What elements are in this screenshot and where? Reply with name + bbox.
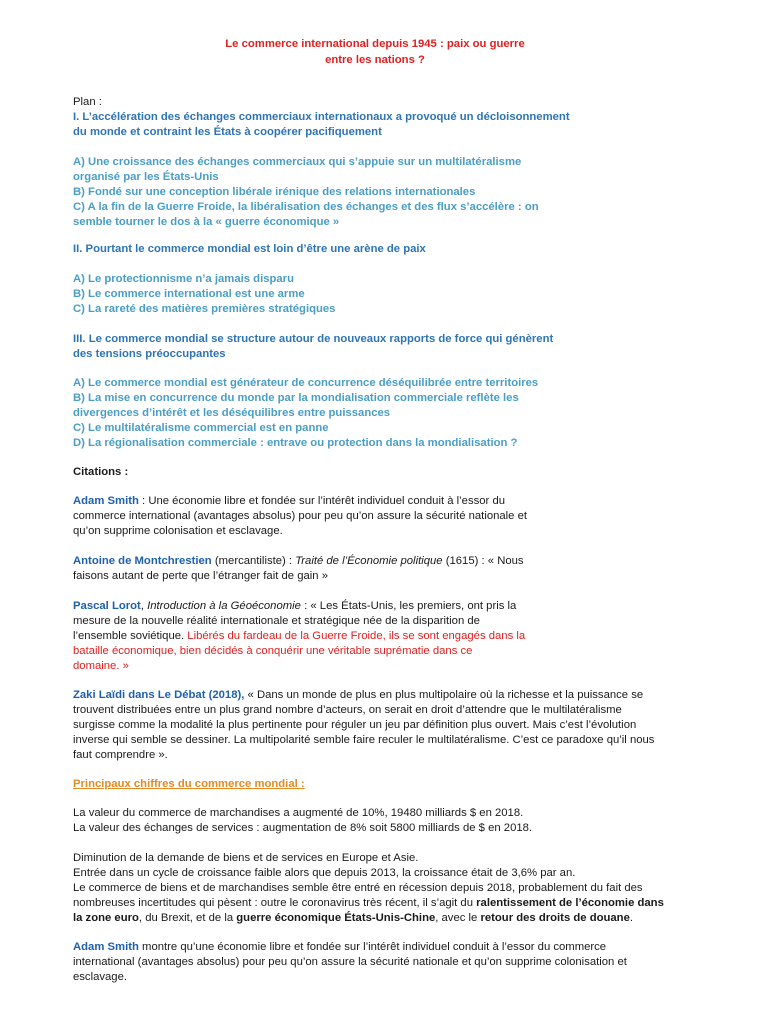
plan-part3-heading-line-1: III. Le commerce mondial se structure autour de nouveaux rapports de force qui génèrent <box>73 333 554 345</box>
citation-lorot-line-4: bataille économique, bien décidés à conquérir une véritable suprématie dans ce <box>73 645 473 657</box>
citation-smith <box>73 494 527 539</box>
citation-laidi-line-3: surgisse comme la modalité la plus pertinente pour réguler un jeu par définition plus ouvert. Mais c’est l’évolution <box>73 719 637 731</box>
plan-part3-d: D) La régionalisation commerciale : entrave ou protection dans la mondialisation ? <box>73 437 518 449</box>
figures-line-7f: . <box>629 912 634 924</box>
citation-laidi-author: Zaki Laïdi dans Le Débat (2018), <box>73 689 245 701</box>
citation-lorot-line-3a: l’ensemble soviétique. <box>73 630 188 642</box>
figures-line-5: Le commerce de biens et de marchandises semble être entré en récession depuis 2018, probablement du fait des <box>73 882 643 894</box>
plan-part2-a: A) Le protectionnisme n’a jamais disparu <box>73 273 294 285</box>
citation-montchrestien-author: Antoine de Montchrestien <box>73 555 212 567</box>
plan-part1-subsections <box>73 155 539 230</box>
figures-trends <box>73 851 664 926</box>
citation-lorot-text-c: : « Les États-Unis, les premiers, ont pris la <box>300 600 517 612</box>
document-title <box>200 36 550 68</box>
figures-line-3: Diminution de la demande de biens et de services en Europe et Asie. <box>73 852 419 864</box>
title-line-2: entre les nations ? <box>325 54 425 66</box>
citation-laidi-line-4: inverse qui semble se dessiner. La multipolarité semble faire reculer le multilatéralisme. C’est ce paradoxe qu’il nous <box>73 734 655 746</box>
citation-smith-line-2: commerce international (avantages absolus) pour peu qu’on assure la sécurité nationale et <box>73 510 528 522</box>
closing-author: Adam Smith <box>73 941 139 953</box>
citation-lorot-work: Introduction à la Géoéconomie <box>147 600 301 612</box>
title-line-1: Le commerce international depuis 1945 : paix ou guerre <box>225 38 525 50</box>
plan-part3-b-line-1: B) La mise en concurrence du monde par la mondialisation commerciale reflète les <box>73 392 519 404</box>
plan-part2-heading: II. Pourtant le commerce mondial est loin d’être une arène de paix <box>73 243 426 255</box>
plan-part3-subsections <box>73 376 538 451</box>
citation-montchrestien-work: Traité de l’Économie politique <box>295 555 443 567</box>
citation-laidi-line-5: faut comprendre ». <box>73 749 168 761</box>
citation-lorot <box>73 599 525 674</box>
citation-montchrestien-text-c: (1615) : « Nous <box>442 555 524 567</box>
plan-label: Plan : <box>73 96 102 108</box>
plan-part1-heading-line-1: I. L’accélération des échanges commerciaux internationaux a provoqué un décloisonnement <box>73 111 570 123</box>
figures-label: Principaux chiffres du commerce mondial : <box>73 778 305 790</box>
citation-lorot-line-5: domaine. » <box>73 660 129 672</box>
citation-montchrestien-line-2: faisons autant de perte que l’étranger fait de gain » <box>73 570 328 582</box>
citation-montchrestien-text-a: (mercantiliste) : <box>211 555 296 567</box>
citation-lorot-line-2: mesure de la nouvelle réalité internationale et stratégique née de la disparition de <box>73 615 480 627</box>
citation-lorot-line-3b: Libérés du fardeau de la Guerre Froide, ils se sont engagés dans la <box>187 630 526 642</box>
citation-laidi <box>73 688 654 763</box>
figures-line-7b: , du Brexit, et de la <box>138 912 237 924</box>
figures-line-1: La valeur du commerce de marchandises a augmenté de 10%, 19480 milliards $ en 2018. <box>73 807 524 819</box>
citation-montchrestien <box>73 554 524 584</box>
plan-part3-b-line-2: divergences d’intérêt et les déséquilibres entre puissances <box>73 407 391 419</box>
citation-lorot-author: Pascal Lorot <box>73 600 141 612</box>
plan-part3-a: A) Le commerce mondial est générateur de concurrence déséquilibrée entre territoires <box>73 377 539 389</box>
plan-part2-c: C) La rareté des matières premières stratégiques <box>73 303 336 315</box>
citation-laidi-line-1: « Dans un monde de plus en plus multipolaire où la richesse et la puissance se <box>244 689 644 701</box>
figures-trade-values <box>73 806 532 836</box>
citations-label: Citations : <box>73 466 129 478</box>
plan-part3-heading-line-2: des tensions préoccupantes <box>73 348 226 360</box>
plan-part1-c-line-1: C) A la fin de la Guerre Froide, la libéralisation des échanges et des flux s’accélère : on <box>73 201 539 213</box>
plan-part1-a-line-1: A) Une croissance des échanges commerciaux qui s’appuie sur un multilatéralisme <box>73 156 522 168</box>
figures-line-2: La valeur des échanges de services : augmentation de 8% soit 5800 milliards de $ en 2018. <box>73 822 533 834</box>
citation-smith-author: Adam Smith <box>73 495 139 507</box>
plan-part3-heading <box>73 332 553 362</box>
figures-line-7a: la zone euro <box>73 912 139 924</box>
figures-line-7c: guerre économique États-Unis-Chine <box>236 912 436 924</box>
plan-part1-c-line-2: semble tourner le dos à la « guerre économique » <box>73 216 340 228</box>
plan-part2-b: B) Le commerce international est une arme <box>73 288 305 300</box>
figures-line-6a: nombreuses incertitudes qui pèsent : outre le coronavirus très récent, il s’agit du <box>73 897 477 909</box>
closing-line-2: international (avantages absolus) pour peu qu’on assure la sécurité nationale et qu’on supprime colonisation et <box>73 956 627 968</box>
plan-part1-b: B) Fondé sur une conception libérale irénique des relations internationales <box>73 186 476 198</box>
figures-line-6b: ralentissement de l’économie dans <box>476 897 664 909</box>
plan-part1-heading-line-2: du monde et contraint les États à coopérer pacifiquement <box>73 126 382 138</box>
citation-laidi-line-2: trouvent distribuées entre un plus grand nombre d’acteurs, on serait en droit d’attendre que le multilatéralisme <box>73 704 622 716</box>
figures-line-7d: , avec le <box>435 912 481 924</box>
plan-part1-heading <box>73 110 570 140</box>
plan-part2-subsections <box>73 272 335 317</box>
figures-line-4: Entrée dans un cycle de croissance faible alors que depuis 2013, la croissance était de 3,6% par an. <box>73 867 576 879</box>
plan-part3-c: C) Le multilatéralisme commercial est en panne <box>73 422 329 434</box>
citation-smith-line-1: : Une économie libre et fondée sur l’intérêt individuel conduit à l’essor du <box>138 495 506 507</box>
figures-line-7e: retour des droits de douane <box>480 912 630 924</box>
citation-smith-line-3: qu’on supprime colonisation et esclavage. <box>73 525 283 537</box>
citation-lorot-text-a: , <box>140 600 148 612</box>
closing-line-1: montre qu’une économie libre et fondée sur l’intérêt individuel conduit à l’essor du commerce <box>138 941 607 953</box>
plan-part1-a-line-2: organisé par les États-Unis <box>73 171 219 183</box>
closing-paragraph <box>73 940 627 985</box>
closing-line-3: esclavage. <box>73 971 128 983</box>
